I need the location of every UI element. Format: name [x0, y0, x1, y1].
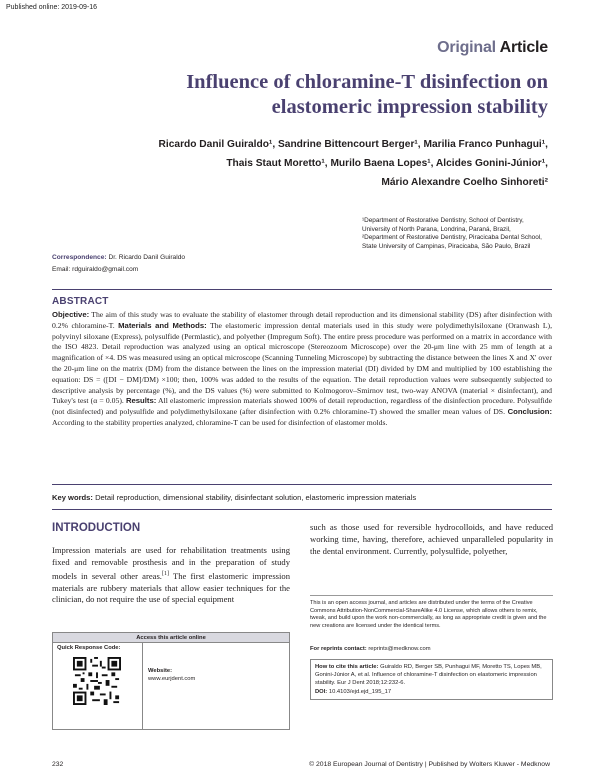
keywords [52, 493, 416, 502]
correspondence [52, 252, 185, 276]
conclusion-label: Conclusion: [507, 407, 553, 417]
abstract-heading: ABSTRACT [52, 296, 109, 307]
article-type [437, 39, 548, 57]
affiliation: ¹Department of Restorative Dentistry, School of Dentistry, University of North Parana, Londrina, Paraná, Brazil, [362, 217, 524, 233]
citation-ref[interactable]: [1] [161, 570, 169, 577]
methods-text: The elastomeric impression dental materials used in this study were polydimethylsiloxane (Oranwash L), polyvinyl siloxane (Express), polysulfide (Permlastic), and polyether (Impregum Soft). The entire press procedure was performed on a matrix in accordance with the ISO 4823. Detail reproduction was analyzed using an optical microscope (Stereozoom Microscope) over the 20-μm line with 25 mm of length at a magnification of ×4. DS was measured using an optical microscope (Scanning Tunneling Microscope) by subtracting the distance between the lines X and X' over the 20-μm line on the matrix (DM) from the distance between the lines on the impression material (DI) divided by DM and multiplied by 100 establishing the equation: DS = ([DI − DM]/DM) ×100; then, 100% was added to the results of the equation. The detail reproduction values were subsequently subjected to descriptive analysis by percentage (%), and the DS values (%) were submitted to Kolmogorov–Smirnov test, two-way ANOVA (material × disinfectant), and Tukey's test (α = 0.05). [52, 320, 553, 406]
abstract-body [52, 310, 552, 429]
website-link[interactable]: www.eurjdent.com [148, 676, 196, 682]
email-label: Email: [52, 266, 71, 273]
correspondence-name: Dr. Ricardo Danil Guiraldo [108, 254, 186, 261]
introduction-col1 [52, 545, 290, 606]
objective-label: Objective: [52, 310, 90, 319]
objective-text: The aim of this study was to evaluate the stability of elastomer through detail reproduction and its dimensional stability (DS) after disinfection with 0.2% chloramine-T. [52, 310, 552, 330]
divider [52, 289, 552, 290]
author-line: Mário Alexandre Coelho Sinhoreti² [381, 177, 548, 188]
divider [52, 509, 552, 510]
page-number: 232 [52, 761, 64, 768]
website-label: Website: [148, 668, 173, 674]
access-box [52, 632, 290, 730]
article-title: Influence of chloramine-T disinfection on elastomeric impression stability [186, 71, 548, 118]
citation-label: How to cite this article: [315, 664, 379, 670]
access-heading: Access this article online [53, 633, 289, 643]
reprints-email[interactable]: reprints@medknow.com [368, 646, 431, 652]
intro-text: The first elastomeric impression materials are rubbery materials that allow easier techniques for the clinician, do not require the use of special equipment [52, 570, 290, 605]
doi-label: DOI: [315, 689, 328, 695]
correspondence-email[interactable]: rdguiraldo@gmail.com [72, 266, 139, 273]
doi-value[interactable]: 10.4103/ejd.ejd_195_17 [328, 689, 392, 695]
website-panel [148, 667, 195, 683]
citation-text: Guiraldo RD, Berger SB, Punhagui MF, Moretto TS, Lopes MB, Gonini-Júnior A, et al. Influence of chloramine-T disinfection on elastomeric impression stability. Eur J Dent 2018;12:232-6. [315, 664, 542, 686]
article-type-article: Article [499, 39, 548, 56]
published-date: Published online: 2019-09-16 [6, 4, 98, 11]
intro-text: Impression materials are used for rehabilitation treatments using fixed and removable prosthesis and in the preparation of study models in several other areas. [52, 545, 290, 581]
introduction-heading: INTRODUCTION [52, 522, 141, 534]
affiliations [362, 217, 552, 251]
correspondence-label: Correspondence: [52, 254, 107, 261]
results-label: Results: [125, 396, 157, 406]
methods-label: Materials and Methods: [118, 320, 207, 330]
results-text: All elastomeric impression materials showed 100% of detail reproduction, regardless of the disinfection procedure. Polysulfide (not disinfected) and polysulfide and polydimethylsiloxane (after disinfection with 0.2% chloramine-T) showed the smaller mean values of DS. [52, 396, 553, 417]
qr-code-icon[interactable] [73, 657, 121, 705]
affiliation: ²Department of Restorative Dentistry, Piracicaba Dental School, State University of Campinas, Piracicaba, São Paulo, Brazil [362, 234, 542, 250]
license-note: This is an open access journal, and articles are distributed under the terms of the Creative Commons Attribution-NonCommercial-ShareAlike 4.0 License, which allows others to remix, tweak, and build upon the work non-commercially, as long as appropriate credit is given and the new creations are licensed under the identical terms. [310, 595, 553, 630]
keywords-label: Key words: [52, 493, 93, 502]
reprints [310, 646, 431, 652]
author-line: Ricardo Danil Guiraldo¹, Sandrine Bittencourt Berger¹, Marilia Franco Punhagui¹, [158, 139, 548, 150]
qr-label: Quick Response Code: [57, 645, 121, 651]
keywords-text: Detail reproduction, dimensional stability, disinfectant solution, elastomeric impression materials [95, 493, 417, 502]
footer-copyright: © 2018 European Journal of Dentistry | Published by Wolters Kluwer - Medknow [309, 761, 550, 768]
introduction-col2: such as those used for reversible hydrocolloids, and have reduced working time, having, therefore, achieved unparalleled popularity in the dental environment. Currently, polysulfide, polyether, [310, 522, 553, 556]
qr-panel [53, 643, 143, 729]
divider [52, 484, 552, 485]
citation-box [310, 659, 553, 700]
reprints-label: For reprints contact: [310, 646, 367, 652]
author-list [78, 135, 548, 192]
author-line: Thais Staut Moretto¹, Murilo Baena Lopes¹, Alcides Gonini-Júnior¹, [226, 158, 548, 169]
article-type-original: Original [437, 39, 496, 56]
conclusion-text: According to the stability properties analyzed, chloramine-T can be used for disinfection of elastomer molds. [52, 417, 388, 427]
